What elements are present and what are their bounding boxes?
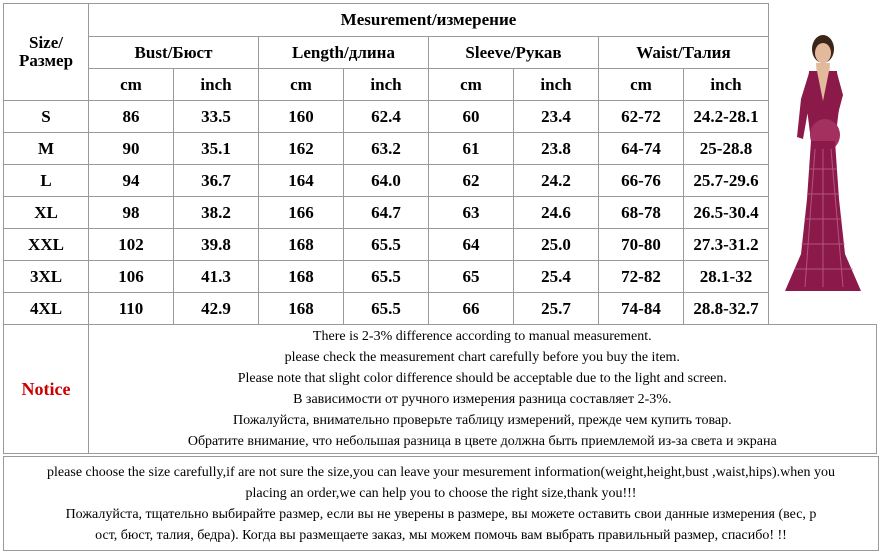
advice-line: ост, бюст, талия, бедра). Когда вы размещаете заказ, мы можем помочь вам выбрать правильный размер, спасибо! !!: [95, 528, 787, 543]
table-row: [4, 197, 877, 229]
unit-cell: inch: [344, 69, 429, 101]
value-cell: 168: [259, 261, 344, 293]
notice-label: Notice: [4, 325, 89, 454]
value-cell: 25.7-29.6: [684, 165, 769, 197]
value-cell: 27.3-31.2: [684, 229, 769, 261]
value-cell: 62.4: [344, 101, 429, 133]
value-cell: 24.2-28.1: [684, 101, 769, 133]
value-cell: 168: [259, 229, 344, 261]
value-cell: 160: [259, 101, 344, 133]
value-cell: 26.5-30.4: [684, 197, 769, 229]
notice-text-cell: [89, 325, 877, 454]
value-cell: 25-28.8: [684, 133, 769, 165]
table-row: [4, 261, 877, 293]
value-cell: 70-80: [599, 229, 684, 261]
value-cell: 42.9: [174, 293, 259, 325]
value-cell: 24.2: [514, 165, 599, 197]
value-cell: 35.1: [174, 133, 259, 165]
notice-row: [4, 325, 877, 454]
table-row: [4, 165, 877, 197]
length-header: Length/длина: [259, 37, 429, 69]
value-cell: 23.4: [514, 101, 599, 133]
value-cell: 28.1-32: [684, 261, 769, 293]
value-cell: 64.7: [344, 197, 429, 229]
size-cell: M: [4, 133, 89, 165]
value-cell: 64: [429, 229, 514, 261]
value-cell: 23.8: [514, 133, 599, 165]
value-cell: 65.5: [344, 261, 429, 293]
value-cell: 64.0: [344, 165, 429, 197]
notice-line: Please note that slight color difference should be acceptable due to the light and screen.: [237, 371, 727, 386]
value-cell: 41.3: [174, 261, 259, 293]
value-cell: 68-78: [599, 197, 684, 229]
value-cell: 94: [89, 165, 174, 197]
advice-line: Пожалуйста, тщательно выбирайте размер, если вы не уверены в размере, вы можете оставить свои данные измерения (вес, р: [65, 507, 817, 522]
value-cell: 64-74: [599, 133, 684, 165]
value-cell: 61: [429, 133, 514, 165]
size-chart-table: [3, 3, 877, 454]
size-cell: XL: [4, 197, 89, 229]
value-cell: 63: [429, 197, 514, 229]
value-cell: 166: [259, 197, 344, 229]
notice-line: Пожалуйста, внимательно проверьте таблицу измерений, прежде чем купить товар.: [232, 413, 732, 428]
value-cell: 168: [259, 293, 344, 325]
value-cell: 25.0: [514, 229, 599, 261]
value-cell: 24.6: [514, 197, 599, 229]
value-cell: 36.7: [174, 165, 259, 197]
value-cell: 106: [89, 261, 174, 293]
value-cell: 72-82: [599, 261, 684, 293]
value-cell: 66-76: [599, 165, 684, 197]
title-row: [4, 4, 877, 37]
unit-cell: cm: [599, 69, 684, 101]
size-cell: 4XL: [4, 293, 89, 325]
value-cell: 110: [89, 293, 174, 325]
dress-photo-cell: [769, 4, 877, 325]
value-cell: 33.5: [174, 101, 259, 133]
advice-line: please choose the size carefully,if are not sure the size,you can leave your mesurement information(weight,height,bust ,waist,hips).when you: [47, 465, 835, 480]
value-cell: 65.5: [344, 293, 429, 325]
value-cell: 162: [259, 133, 344, 165]
value-cell: 65: [429, 261, 514, 293]
unit-cell: cm: [89, 69, 174, 101]
value-cell: 98: [89, 197, 174, 229]
value-cell: 63.2: [344, 133, 429, 165]
unit-cell: inch: [684, 69, 769, 101]
unit-cell: inch: [514, 69, 599, 101]
size-advice-note: [3, 456, 879, 551]
waist-header: Waist/Талия: [599, 37, 769, 69]
value-cell: 90: [89, 133, 174, 165]
value-cell: 62-72: [599, 101, 684, 133]
value-cell: 62: [429, 165, 514, 197]
unit-cell: cm: [429, 69, 514, 101]
value-cell: 65.5: [344, 229, 429, 261]
notice-line: There is 2-3% difference according to manual measurement.: [312, 329, 652, 344]
value-cell: 86: [89, 101, 174, 133]
unit-header-row: [4, 69, 877, 101]
size-header-cell: [4, 4, 89, 101]
value-cell: 25.4: [514, 261, 599, 293]
size-header-line1: Size/: [29, 33, 63, 52]
table-row: [4, 293, 877, 325]
size-cell: S: [4, 101, 89, 133]
value-cell: 39.8: [174, 229, 259, 261]
size-cell: 3XL: [4, 261, 89, 293]
sleeve-header: Sleeve/Рукав: [429, 37, 599, 69]
value-cell: 102: [89, 229, 174, 261]
unit-cell: cm: [259, 69, 344, 101]
table-row: [4, 101, 877, 133]
table-row: [4, 229, 877, 261]
bust-header: Bust/Бюст: [89, 37, 259, 69]
size-header-line2: Размер: [18, 51, 74, 70]
notice-line: Обратите внимание, что небольшая разница в цвете должна быть приемлемой из-за света и экрана: [187, 434, 777, 449]
dress-model-image: [769, 29, 876, 299]
notice-line: В зависимости от ручного измерения разница составляет 2-3%.: [293, 392, 672, 407]
size-cell: XXL: [4, 229, 89, 261]
value-cell: 60: [429, 101, 514, 133]
value-cell: 164: [259, 165, 344, 197]
value-cell: 25.7: [514, 293, 599, 325]
measurement-title: Mesurement/измерение: [89, 4, 769, 37]
group-header-row: [4, 37, 877, 69]
notice-line: please check the measurement chart carefully before you buy the item.: [284, 350, 680, 365]
advice-line: placing an order,we can help you to choose the right size,thank you!!!: [245, 486, 637, 501]
unit-cell: inch: [174, 69, 259, 101]
value-cell: 38.2: [174, 197, 259, 229]
value-cell: 28.8-32.7: [684, 293, 769, 325]
size-cell: L: [4, 165, 89, 197]
value-cell: 74-84: [599, 293, 684, 325]
table-row: [4, 133, 877, 165]
value-cell: 66: [429, 293, 514, 325]
